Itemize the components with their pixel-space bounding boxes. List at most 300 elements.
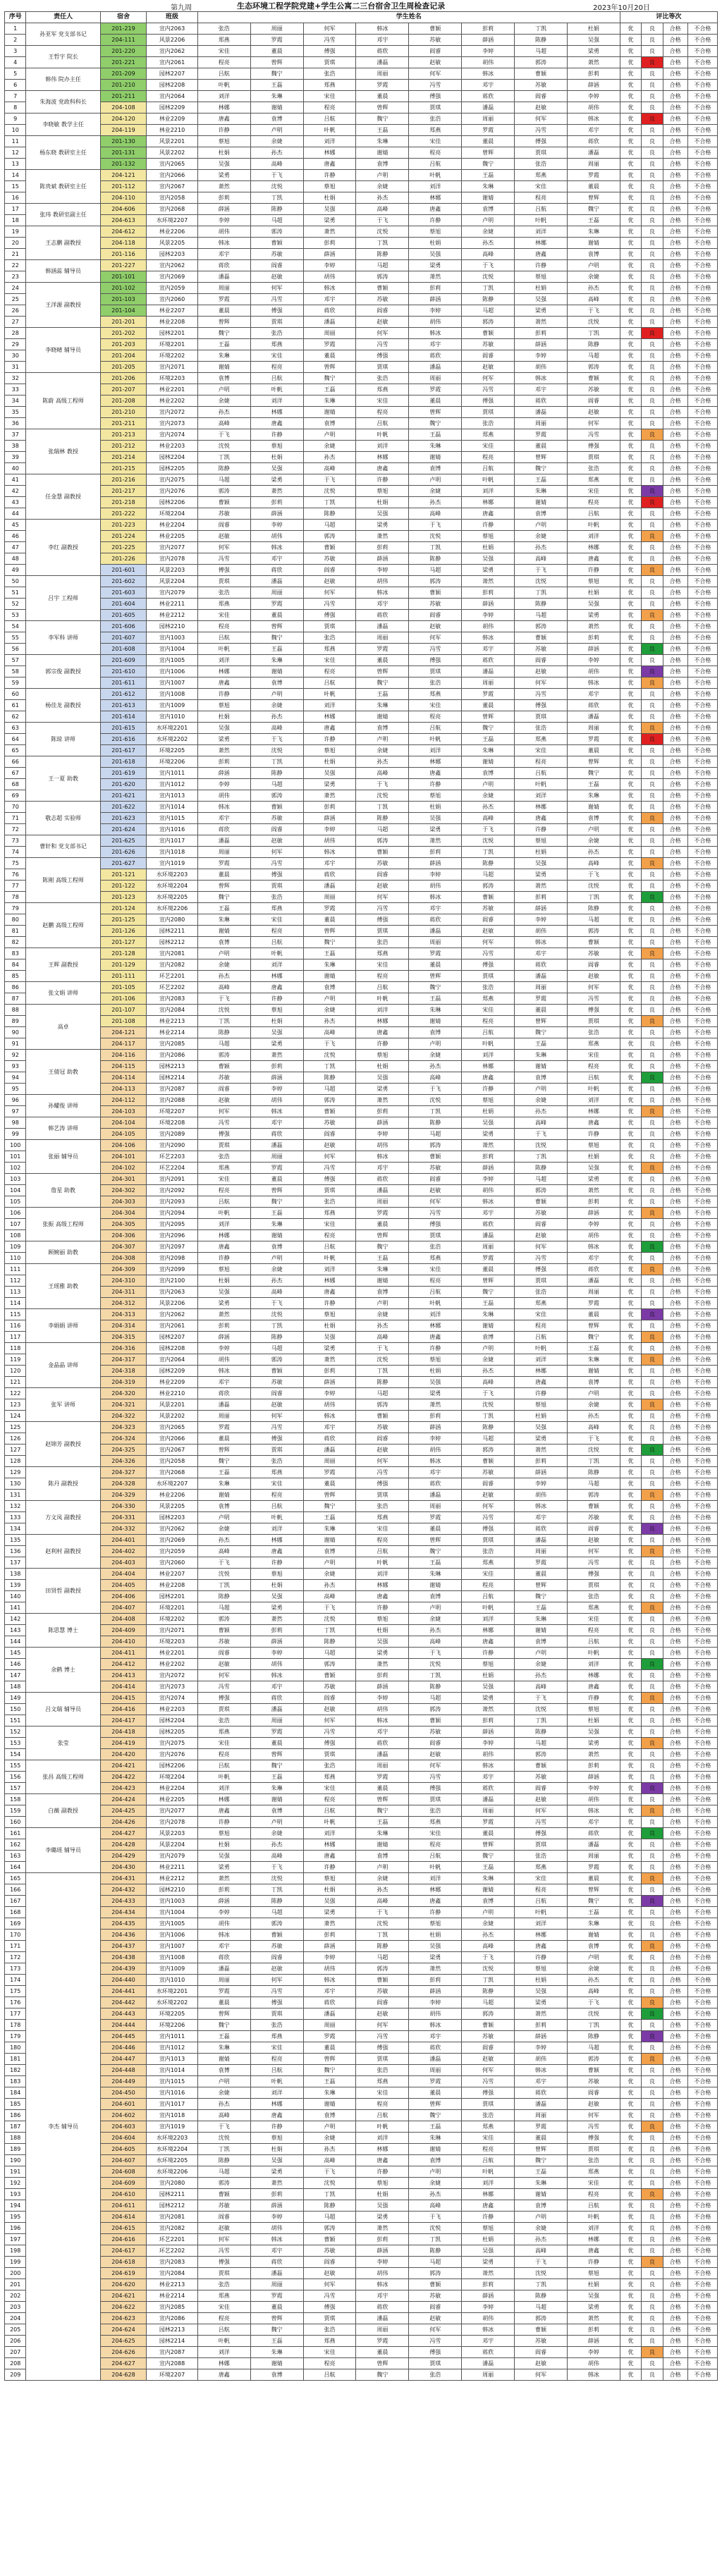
grade-cell: 合格 bbox=[663, 2042, 687, 2054]
student-name: 丁凯 bbox=[567, 2020, 620, 2031]
student-name: 贾琪 bbox=[567, 452, 620, 463]
student-name: 贾琪 bbox=[197, 2268, 250, 2279]
row-number: 36 bbox=[5, 418, 26, 429]
student-name: 朱琳 bbox=[197, 2042, 250, 2054]
grade-cell: 良 bbox=[642, 1930, 663, 1941]
student-name: 于飞 bbox=[197, 1557, 250, 1569]
student-name: 张浩 bbox=[567, 463, 620, 474]
grade-cell: 合格 bbox=[663, 1704, 687, 1715]
grade-cell: 不合格 bbox=[687, 824, 717, 835]
student-name: 叶帆 bbox=[462, 2166, 515, 2178]
student-name: 蒋欣 bbox=[462, 2347, 515, 2358]
room-number: 204-104 bbox=[100, 1117, 147, 1129]
student-name: 唐鑫 bbox=[197, 114, 250, 125]
grade-cell: 合格 bbox=[663, 2166, 687, 2178]
table-row bbox=[5, 2121, 718, 2133]
table-row bbox=[5, 463, 718, 474]
room-number: 204-413 bbox=[100, 1670, 147, 1681]
student-name: 董晨 bbox=[567, 181, 620, 192]
student-name: 魏宁 bbox=[567, 768, 620, 779]
student-name: 蔡旭 bbox=[303, 181, 356, 192]
student-name: 郑燕 bbox=[250, 903, 303, 914]
student-name: 苏敏 bbox=[515, 80, 568, 91]
student-name: 阎睿 bbox=[515, 1219, 568, 1230]
student-name: 阎睿 bbox=[303, 1693, 356, 1704]
student-name: 蔡旭 bbox=[197, 1264, 250, 1275]
student-name: 于飞 bbox=[462, 260, 515, 271]
grade-cell: 不合格 bbox=[687, 1490, 717, 1501]
room-number: 204-121 bbox=[100, 170, 147, 181]
student-name: 谢婧 bbox=[303, 2099, 356, 2110]
student-name: 孙杰 bbox=[515, 542, 568, 553]
grade-cell: 合格 bbox=[663, 1862, 687, 1873]
student-name: 罗霞 bbox=[303, 2031, 356, 2042]
room-number: 204-401 bbox=[100, 1535, 147, 1546]
student-name: 赵敏 bbox=[250, 835, 303, 847]
grade-cell: 优 bbox=[620, 948, 641, 959]
grade-cell: 合格 bbox=[663, 1512, 687, 1523]
grade-cell: 合格 bbox=[663, 531, 687, 542]
grade-cell: 良 bbox=[642, 1636, 663, 1648]
student-name: 叶帆 bbox=[197, 644, 250, 655]
grade-cell: 合格 bbox=[663, 1309, 687, 1320]
class-name: 环境2205 bbox=[147, 745, 198, 756]
student-name: 魏宁 bbox=[515, 1027, 568, 1038]
class-name: 宣内2097 bbox=[147, 1241, 198, 1253]
student-name: 梁勇 bbox=[567, 1738, 620, 1749]
student-name: 罗霞 bbox=[567, 1298, 620, 1309]
row-number: 70 bbox=[5, 802, 26, 813]
student-name: 余婕 bbox=[515, 1095, 568, 1106]
grade-cell: 良 bbox=[642, 136, 663, 147]
row-number: 57 bbox=[5, 655, 26, 666]
student-name: 李婷 bbox=[409, 869, 462, 881]
student-name: 阎睿 bbox=[303, 2257, 356, 2268]
student-name: 胡伟 bbox=[197, 790, 250, 802]
row-number: 54 bbox=[5, 621, 26, 632]
room-number: 204-444 bbox=[100, 2020, 147, 2031]
student-name: 丁凯 bbox=[462, 1411, 515, 1422]
grade-cell: 良 bbox=[642, 1851, 663, 1862]
row-number: 88 bbox=[5, 1005, 26, 1016]
row-number: 168 bbox=[5, 1907, 26, 1918]
grade-cell: 不合格 bbox=[687, 2008, 717, 2020]
student-name: 高峰 bbox=[567, 858, 620, 869]
responsible-person: 王哲宇 院长 bbox=[26, 46, 100, 68]
student-name: 蒋欣 bbox=[567, 700, 620, 711]
student-name: 张浩 bbox=[462, 2110, 515, 2121]
grade-cell: 良 bbox=[642, 824, 663, 835]
student-name: 曹颖 bbox=[515, 68, 568, 80]
student-name: 吴强 bbox=[197, 1851, 250, 1862]
student-name: 傅强 bbox=[303, 610, 356, 621]
student-name: 赵敏 bbox=[462, 362, 515, 373]
grade-cell: 良 bbox=[642, 181, 663, 192]
student-name: 梁勇 bbox=[409, 824, 462, 835]
class-name: 林业2204 bbox=[147, 1783, 198, 1794]
student-name: 吕航 bbox=[197, 2324, 250, 2336]
student-name: 叶帆 bbox=[515, 215, 568, 226]
student-name: 高峰 bbox=[356, 768, 409, 779]
grade-cell: 不合格 bbox=[687, 1309, 717, 1320]
sheet-title: 生态环境工程学院党建+学生公寓二三台宿舍卫生周检查记录 bbox=[237, 1, 446, 11]
row-number: 2 bbox=[5, 35, 26, 46]
grade-cell: 优 bbox=[620, 1636, 641, 1648]
grade-cell: 不合格 bbox=[687, 1445, 717, 1456]
grade-cell: 良 bbox=[642, 2133, 663, 2144]
student-name: 周丽 bbox=[462, 114, 515, 125]
student-name: 吕航 bbox=[197, 1760, 250, 1772]
grade-cell: 优 bbox=[620, 1851, 641, 1862]
student-name: 吕航 bbox=[356, 982, 409, 993]
student-name: 谢婧 bbox=[356, 1839, 409, 1851]
grade-cell: 不合格 bbox=[687, 508, 717, 520]
week-label: 第九周 bbox=[171, 4, 192, 12]
student-name: 韩冰 bbox=[567, 1805, 620, 1817]
grade-cell: 不合格 bbox=[687, 1681, 717, 1693]
class-name: 宣内2088 bbox=[147, 2358, 198, 2369]
student-name: 梁勇 bbox=[409, 1388, 462, 1399]
student-name: 丁凯 bbox=[197, 1016, 250, 1027]
grade-cell: 不合格 bbox=[687, 1907, 717, 1918]
class-name: 水环境2204 bbox=[147, 881, 198, 892]
student-name: 曾辉 bbox=[356, 102, 409, 114]
class-name: 林业2205 bbox=[147, 531, 198, 542]
student-name: 何军 bbox=[462, 2065, 515, 2076]
student-name: 潘磊 bbox=[409, 362, 462, 373]
row-number: 126 bbox=[5, 1433, 26, 1445]
class-name: 宣内1015 bbox=[147, 813, 198, 824]
grade-cell: 优 bbox=[620, 2054, 641, 2065]
grade-cell: 良 bbox=[642, 790, 663, 802]
student-name: 梁勇 bbox=[250, 1038, 303, 1050]
student-name: 宋佳 bbox=[515, 745, 568, 756]
grade-cell: 良 bbox=[642, 1264, 663, 1275]
class-name: 林业2212 bbox=[147, 1873, 198, 1884]
grade-cell: 不合格 bbox=[687, 677, 717, 689]
grade-cell: 合格 bbox=[663, 790, 687, 802]
room-number: 204-434 bbox=[100, 1907, 147, 1918]
student-name: 杜娟 bbox=[567, 587, 620, 599]
table-row bbox=[5, 1523, 718, 1535]
table-row bbox=[5, 1693, 718, 1704]
class-name: 宣内2079 bbox=[147, 1851, 198, 1862]
student-name: 孙杰 bbox=[567, 847, 620, 858]
table-row bbox=[5, 1084, 718, 1095]
student-name: 张浩 bbox=[250, 892, 303, 903]
student-name: 何军 bbox=[250, 283, 303, 294]
student-name: 叶帆 bbox=[567, 1084, 620, 1095]
grade-cell: 不合格 bbox=[687, 91, 717, 102]
student-name: 沈悦 bbox=[303, 2178, 356, 2189]
room-number: 201-219 bbox=[100, 23, 147, 35]
student-name: 曾辉 bbox=[409, 407, 462, 418]
grade-cell: 合格 bbox=[663, 700, 687, 711]
class-name: 宣内2060 bbox=[147, 294, 198, 305]
responsible-person: 白薇 副教授 bbox=[26, 1794, 100, 1828]
room-number: 201-204 bbox=[100, 350, 147, 362]
student-name: 许静 bbox=[303, 734, 356, 745]
student-name: 阎睿 bbox=[409, 1738, 462, 1749]
student-name: 郭涛 bbox=[515, 1749, 568, 1760]
student-name: 董晨 bbox=[303, 2042, 356, 2054]
student-name: 刘洋 bbox=[197, 2347, 250, 2358]
student-name: 何军 bbox=[409, 1760, 462, 1772]
grade-cell: 不合格 bbox=[687, 147, 717, 159]
table-row bbox=[5, 2155, 718, 2166]
student-name: 程亮 bbox=[515, 1884, 568, 1896]
grade-cell: 合格 bbox=[663, 2155, 687, 2166]
grade-cell: 良 bbox=[642, 418, 663, 429]
grade-cell: 合格 bbox=[663, 1174, 687, 1185]
room-number: 204-446 bbox=[100, 2042, 147, 2054]
class-name: 林业2211 bbox=[147, 1862, 198, 1873]
grade-cell: 不合格 bbox=[687, 531, 717, 542]
room-number: 204-330 bbox=[100, 1501, 147, 1512]
student-name: 韩冰 bbox=[462, 632, 515, 644]
class-name: 园林2206 bbox=[147, 497, 198, 508]
student-name: 朱琳 bbox=[409, 441, 462, 452]
student-name: 王磊 bbox=[515, 1602, 568, 1614]
student-name: 萧然 bbox=[567, 57, 620, 68]
student-name: 叶帆 bbox=[303, 1253, 356, 1264]
grade-cell: 合格 bbox=[663, 441, 687, 452]
grade-cell: 合格 bbox=[663, 2020, 687, 2031]
row-number: 179 bbox=[5, 2031, 26, 2042]
student-name: 吕航 bbox=[197, 632, 250, 644]
student-name: 周丽 bbox=[515, 982, 568, 993]
class-name: 风景2206 bbox=[147, 35, 198, 46]
student-name: 何军 bbox=[409, 1196, 462, 1208]
student-name: 高峰 bbox=[197, 1546, 250, 1557]
grade-cell: 不合格 bbox=[687, 1557, 717, 1569]
student-name: 贾琪 bbox=[197, 1704, 250, 1715]
student-name: 刘洋 bbox=[567, 1659, 620, 1670]
student-name: 袁博 bbox=[409, 1027, 462, 1038]
student-name: 胡伟 bbox=[250, 1659, 303, 1670]
grade-cell: 合格 bbox=[663, 2347, 687, 2358]
student-name: 高峰 bbox=[250, 159, 303, 170]
table-row bbox=[5, 80, 718, 91]
student-name: 谢婧 bbox=[515, 1061, 568, 1072]
room-number: 204-108 bbox=[100, 102, 147, 114]
student-name: 阎睿 bbox=[409, 610, 462, 621]
student-name: 贾琪 bbox=[356, 2054, 409, 2065]
room-number: 204-427 bbox=[100, 1828, 147, 1839]
student-name: 曹颖 bbox=[515, 2324, 568, 2336]
class-name: 园林2214 bbox=[147, 1072, 198, 1084]
room-number: 201-611 bbox=[100, 677, 147, 689]
table-header-row bbox=[5, 12, 718, 23]
grade-cell: 不合格 bbox=[687, 542, 717, 553]
student-name: 罗霞 bbox=[356, 2336, 409, 2347]
class-name: 宣内2068 bbox=[147, 204, 198, 215]
student-name: 冯雪 bbox=[356, 1467, 409, 1478]
row-number: 104 bbox=[5, 1185, 26, 1196]
grade-cell: 合格 bbox=[663, 181, 687, 192]
row-number: 162 bbox=[5, 1839, 26, 1851]
student-name: 贾琪 bbox=[567, 2144, 620, 2155]
grade-cell: 不合格 bbox=[687, 294, 717, 305]
grade-cell: 不合格 bbox=[687, 1230, 717, 1241]
student-name: 吴强 bbox=[250, 1591, 303, 1602]
student-name: 余婕 bbox=[356, 1309, 409, 1320]
row-number: 22 bbox=[5, 260, 26, 271]
student-name: 傅强 bbox=[303, 2302, 356, 2313]
student-name: 孙杰 bbox=[356, 1320, 409, 1332]
student-name: 王磊 bbox=[567, 1907, 620, 1918]
student-name: 吴强 bbox=[462, 1117, 515, 1129]
student-name: 朱琳 bbox=[250, 1783, 303, 1794]
responsible-person: 张振 高级工程师 bbox=[26, 1208, 100, 1241]
student-name: 胡伟 bbox=[567, 666, 620, 677]
row-number: 81 bbox=[5, 926, 26, 937]
table-row bbox=[5, 136, 718, 147]
room-number: 204-621 bbox=[100, 2290, 147, 2302]
responsible-person: 韩伟 院办主任 bbox=[26, 68, 100, 91]
student-name: 杜娟 bbox=[567, 1151, 620, 1163]
grade-cell: 合格 bbox=[663, 80, 687, 91]
grade-cell: 不合格 bbox=[687, 2212, 717, 2223]
student-name: 韩冰 bbox=[356, 23, 409, 35]
student-name: 郭涛 bbox=[567, 362, 620, 373]
grade-cell: 良 bbox=[642, 350, 663, 362]
student-name: 蔡旭 bbox=[567, 1704, 620, 1715]
grade-cell: 不合格 bbox=[687, 1478, 717, 1490]
row-number: 147 bbox=[5, 1670, 26, 1681]
student-name: 阎睿 bbox=[462, 350, 515, 362]
grade-cell: 不合格 bbox=[687, 1693, 717, 1704]
table-row bbox=[5, 1343, 718, 1354]
table-row bbox=[5, 1117, 718, 1129]
table-row bbox=[5, 1478, 718, 1490]
responsible-person: 赵利村 副教授 bbox=[26, 1535, 100, 1569]
row-number: 40 bbox=[5, 463, 26, 474]
table-row bbox=[5, 474, 718, 486]
student-name: 梁勇 bbox=[250, 2166, 303, 2178]
class-name: 林业2214 bbox=[147, 2290, 198, 2302]
student-name: 唐鑫 bbox=[303, 1287, 356, 1298]
grade-cell: 不合格 bbox=[687, 599, 717, 610]
row-number: 8 bbox=[5, 102, 26, 114]
grade-cell: 良 bbox=[642, 565, 663, 576]
grade-cell: 优 bbox=[620, 1738, 641, 1749]
class-name: 环境2203 bbox=[147, 1636, 198, 1648]
grade-cell: 优 bbox=[620, 1219, 641, 1230]
student-name: 薛涵 bbox=[250, 508, 303, 520]
grade-cell: 不合格 bbox=[687, 2054, 717, 2065]
student-name: 许静 bbox=[567, 2257, 620, 2268]
student-name: 贾琪 bbox=[409, 1794, 462, 1805]
grade-cell: 良 bbox=[642, 1523, 663, 1535]
class-name: 宣内2071 bbox=[147, 1625, 198, 1636]
student-name: 赵敏 bbox=[250, 1399, 303, 1411]
room-number: 201-123 bbox=[100, 892, 147, 903]
room-number: 201-124 bbox=[100, 903, 147, 914]
student-name: 马超 bbox=[567, 350, 620, 362]
row-number: 145 bbox=[5, 1648, 26, 1659]
student-name: 李婷 bbox=[567, 1783, 620, 1794]
student-name: 韩冰 bbox=[462, 2324, 515, 2336]
grade-cell: 良 bbox=[642, 1862, 663, 1873]
grade-cell: 良 bbox=[642, 68, 663, 80]
student-name: 周丽 bbox=[356, 68, 409, 80]
student-name: 叶帆 bbox=[303, 689, 356, 700]
class-name: 环境2206 bbox=[147, 756, 198, 768]
grade-cell: 良 bbox=[642, 1726, 663, 1738]
grade-cell: 不合格 bbox=[687, 1851, 717, 1862]
grade-cell: 不合格 bbox=[687, 2121, 717, 2133]
table-row bbox=[5, 1873, 718, 1884]
grade-cell: 良 bbox=[642, 486, 663, 497]
table-row bbox=[5, 294, 718, 305]
room-number: 204-114 bbox=[100, 1072, 147, 1084]
student-name: 陈静 bbox=[197, 463, 250, 474]
student-name: 杜娟 bbox=[515, 1975, 568, 1986]
table-row bbox=[5, 2324, 718, 2336]
grade-cell: 优 bbox=[620, 2302, 641, 2313]
student-name: 何军 bbox=[303, 2279, 356, 2290]
table-row bbox=[5, 1749, 718, 1760]
grade-cell: 不合格 bbox=[687, 1106, 717, 1117]
table-row bbox=[5, 1501, 718, 1512]
student-name: 袁博 bbox=[515, 508, 568, 520]
table-row bbox=[5, 1208, 718, 1219]
grade-cell: 优 bbox=[620, 508, 641, 520]
student-name: 谢婧 bbox=[409, 1580, 462, 1591]
grade-cell: 良 bbox=[642, 1275, 663, 1287]
grade-cell: 优 bbox=[620, 1016, 641, 1027]
grade-cell: 优 bbox=[620, 1084, 641, 1095]
row-number: 20 bbox=[5, 238, 26, 249]
student-name: 贾琪 bbox=[250, 2008, 303, 2020]
student-name: 薛涵 bbox=[567, 644, 620, 655]
student-name: 刘洋 bbox=[409, 1309, 462, 1320]
table-row bbox=[5, 1366, 718, 1377]
student-name: 邓宇 bbox=[462, 2336, 515, 2347]
student-name: 阎睿 bbox=[462, 1478, 515, 1490]
grade-cell: 优 bbox=[620, 23, 641, 35]
student-name: 贾琪 bbox=[197, 1140, 250, 1151]
student-name: 傅强 bbox=[197, 1693, 250, 1704]
grade-cell: 合格 bbox=[663, 159, 687, 170]
row-number: 202 bbox=[5, 2290, 26, 2302]
student-name: 潘磊 bbox=[356, 1749, 409, 1760]
student-name: 宋佳 bbox=[197, 2302, 250, 2313]
grade-cell: 不合格 bbox=[687, 520, 717, 531]
room-number: 204-419 bbox=[100, 1738, 147, 1749]
row-number: 84 bbox=[5, 959, 26, 971]
grade-cell: 不合格 bbox=[687, 1027, 717, 1038]
table-row bbox=[5, 1354, 718, 1366]
grade-cell: 优 bbox=[620, 2369, 641, 2381]
grade-cell: 良 bbox=[642, 2042, 663, 2054]
student-name: 贾琪 bbox=[462, 407, 515, 418]
student-name: 刘洋 bbox=[462, 486, 515, 497]
room-number: 201-132 bbox=[100, 159, 147, 170]
grade-cell: 合格 bbox=[663, 1930, 687, 1941]
student-name: 董晨 bbox=[515, 2133, 568, 2144]
student-name: 胡伟 bbox=[567, 1230, 620, 1241]
student-name: 彭莉 bbox=[303, 238, 356, 249]
student-name: 魏宁 bbox=[197, 328, 250, 339]
row-number: 32 bbox=[5, 373, 26, 384]
row-number: 181 bbox=[5, 2054, 26, 2065]
grade-cell: 优 bbox=[620, 407, 641, 418]
table-row bbox=[5, 170, 718, 181]
student-name: 梁勇 bbox=[356, 1648, 409, 1659]
student-name: 傅强 bbox=[462, 959, 515, 971]
